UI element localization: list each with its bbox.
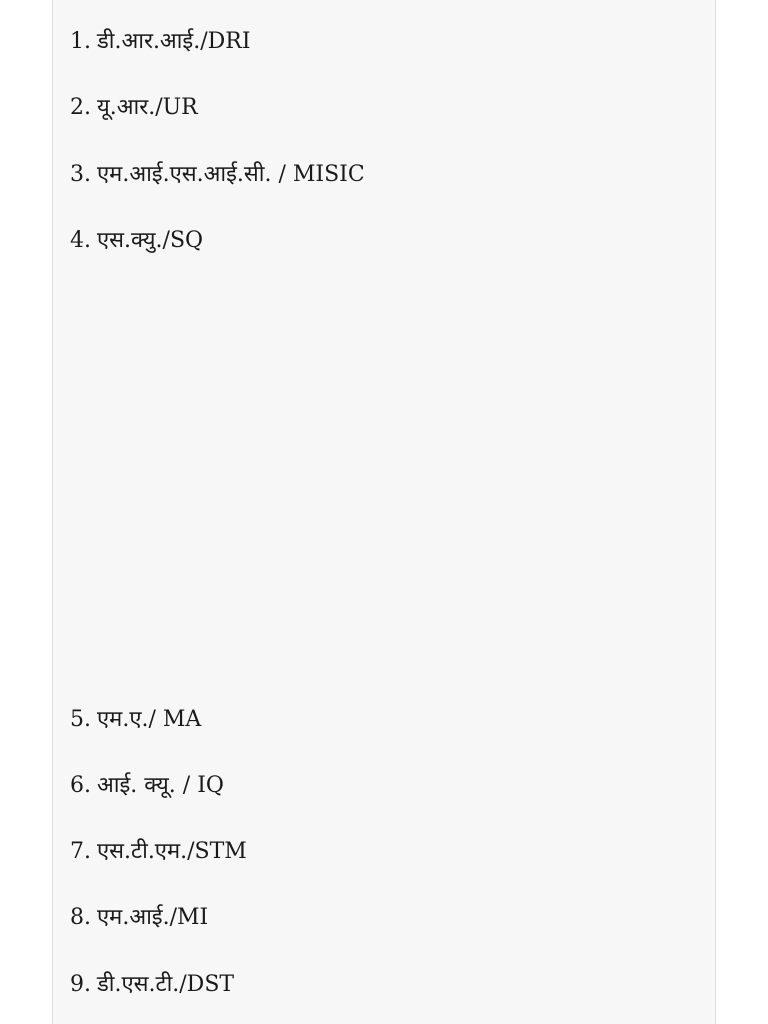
item-text: एम.आई.एस.आई.सी. / MISIC	[97, 162, 365, 187]
item-number: 8.	[70, 905, 91, 930]
list-item	[70, 93, 198, 123]
item-number: 2.	[70, 95, 91, 120]
list-item	[70, 970, 234, 1000]
item-text: यू.आर./UR	[97, 95, 198, 120]
item-text: एस.क्यु./SQ	[97, 228, 204, 253]
list-item	[70, 705, 201, 735]
list-item	[70, 837, 247, 867]
item-text: एस.टी.एम./STM	[97, 839, 247, 864]
item-number: 3.	[70, 162, 91, 187]
content-card	[52, 0, 716, 1024]
list-item	[70, 27, 251, 57]
item-text: डी.एस.टी./DST	[97, 972, 235, 997]
item-number: 9.	[70, 972, 91, 997]
item-text: एम.ए./ MA	[97, 707, 202, 732]
item-number: 7.	[70, 839, 91, 864]
item-text: आई. क्यू. / IQ	[97, 773, 224, 798]
list-item	[70, 160, 365, 190]
item-number: 4.	[70, 228, 91, 253]
item-text: एम.आई./MI	[97, 905, 209, 930]
list-item	[70, 903, 208, 933]
list-item	[70, 226, 203, 256]
item-number: 5.	[70, 707, 91, 732]
item-number: 1.	[70, 29, 91, 54]
list-item	[70, 771, 224, 801]
item-number: 6.	[70, 773, 91, 798]
item-text: डी.आर.आई./DRI	[97, 29, 251, 54]
